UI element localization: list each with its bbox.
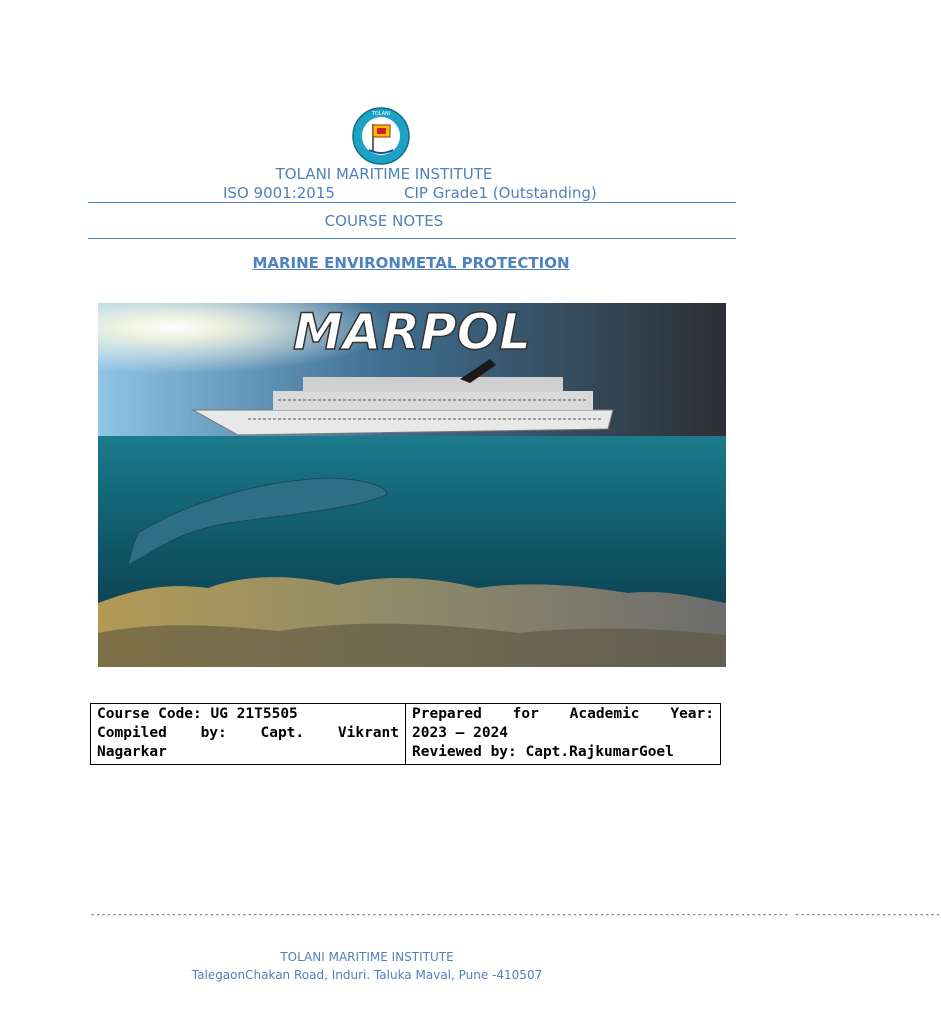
cover-title: MARPOL [293, 303, 531, 361]
institute-logo [351, 106, 411, 166]
subject-title: MARINE ENVIRONMETAL PROTECTION [252, 254, 570, 272]
header-divider-top [88, 202, 736, 203]
doc-type-heading: COURSE NOTES [324, 212, 444, 230]
iso-certification: ISO 9001:2015 [223, 184, 335, 202]
prepared-for-line1: Prepared for Academic Year: [412, 706, 714, 722]
footer-institute-name: TOLANI MARITIME INSTITUTE [280, 950, 454, 964]
prepared-for-line2: 2023 – 2024 [412, 725, 509, 741]
marpol-cover-image [98, 303, 726, 667]
reviewed-by: Reviewed by: Capt.RajkumarGoel [412, 744, 674, 760]
compiled-by-line2: Nagarkar [97, 744, 167, 760]
header-divider-bottom [88, 238, 736, 239]
compiled-by-line1: Compiled by: Capt. Vikrant [97, 725, 399, 741]
svg-text:TOLANI: TOLANI [371, 111, 391, 117]
institute-name: TOLANI MARITIME INSTITUTE [275, 165, 493, 183]
course-info-table [90, 703, 721, 765]
course-info-left-cell [91, 704, 406, 765]
course-code: Course Code: UG 21T5505 [97, 706, 298, 722]
cip-grade: CIP Grade1 (Outstanding) [404, 184, 597, 202]
course-info-right-cell [406, 704, 721, 765]
footer-address: TalegaonChakan Road, Induri. Taluka Maval, Pune -410507 [191, 968, 543, 982]
footer-separator: --------------------------------------------------------------------------------------------------------------------------------- --------------------------- [90, 910, 941, 920]
